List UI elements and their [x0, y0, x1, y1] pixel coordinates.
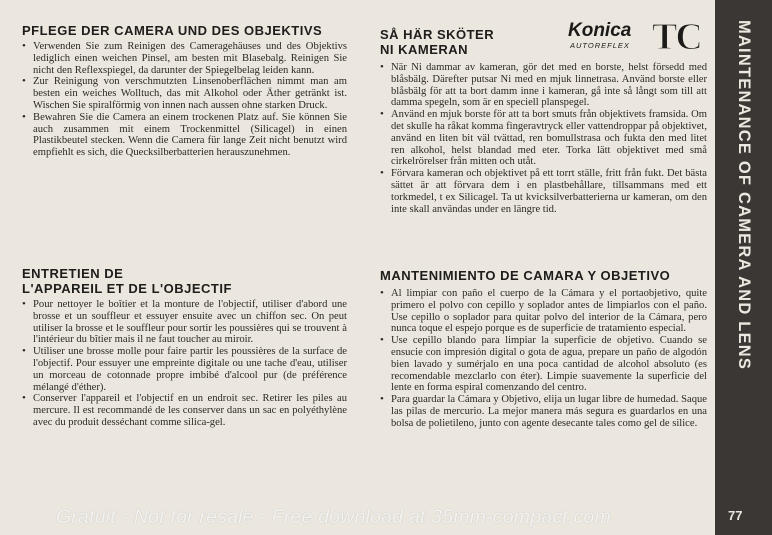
section-title-sv — [380, 27, 494, 57]
logo-model: TC — [652, 16, 701, 56]
list-item: • Bewahren Sie die Camera an einem trockenen Platz auf. Sie können Sie auch zusammen mit einem Trockenmittel (Silicagel) in einen Plastikbeutel stecken. Wenn die Camera für lange Zeit nicht benutzt wird empfiehlt es sich, die Quecksilberbatterien herauszunehmen. — [22, 112, 347, 159]
logo-sub: AUTOREFLEX — [570, 41, 630, 50]
title-line: NI KAMERAN — [380, 42, 469, 57]
list-sv — [380, 62, 707, 215]
section-title-fr — [22, 266, 232, 296]
title-line: ENTRETIEN DE — [22, 266, 124, 281]
list-item: • Use cepillo blando para limpiar la superficie de objetivo. Cuando se ensucie con impresión digital o gota de agua, prepare un paño de algodón bien lavado y sumérjalo en una poca cantidad de alcohol absoluto (es recomendable mezclarlo con éter). Limpie suavemente la superficie del lente en forma espiral comenzando del centro. — [380, 335, 707, 394]
konica-tc-logo — [568, 16, 708, 56]
title-line: MANTENIMIENTO DE CAMARA Y OBJETIVO — [380, 268, 671, 283]
list-item: • Al limpiar con paño el cuerpo de la Cámara y el portaobjetivo, quite primero el polvo con cepillo y soplador antes de limpiarlos con el paño. Use cepillo o soplador para quitar polvo del interior de la Cámara, pero nunca toque el espejo porque es de superficie de tratamiento especial. — [380, 288, 707, 335]
section-title-de — [22, 23, 322, 38]
list-es — [380, 288, 707, 430]
list-item: • Conserver l'appareil et l'objectif en un endroit sec. Retirer les piles au mercure. Il est recommandé de les conserver dans un sac en polyéthylène avec du produit desséchant comme silica-gel. — [22, 393, 347, 428]
title-line: PFLEGE DER CAMERA UND DES OBJEKTIVS — [22, 23, 323, 38]
section-title-es — [380, 268, 670, 283]
list-item: • När Ni dammar av kameran, gör det med en borste, helst försedd med blåsbälg. Därefter putsar Ni med en mjuk linnetrasa. Använd borste eller blåsbälg för att ta bort damm inne i kameran, gå inte så långt som till att damma spegeln, som är en speciell planspegel. — [380, 62, 707, 109]
list-item: • Zur Reinigung von verschmutzten Linsenoberflächen nimmt man am besten ein weiches Wolltuch, das mit Alkohol oder Äther getränkt ist. Wischen Sie spiralförmig von innen nach aussen ohne starken Druck. — [22, 76, 347, 111]
page-number: 77 — [728, 508, 743, 523]
title-line: L'APPAREIL ET DE L'OBJECTIF — [22, 281, 232, 296]
title-line: SÅ HÄR SKÖTER — [380, 27, 495, 42]
list-fr — [22, 299, 347, 429]
logo-brand: Konica — [568, 20, 632, 41]
list-de — [22, 41, 347, 159]
side-title: MAINTENANCE OF CAMERA AND LENS — [735, 20, 753, 371]
list-item: • Använd en mjuk borste för att ta bort smuts från objektivets framsida. Om det skulle ha råkat komma fingeravtryck eller vattendroppar på objektivet, använd en liten bit väl tvättad, ren bomullstrasa och fukta den med litet ren alkohol, helst blandad med eter. Torka lätt objektivet med små cirkelrörelser från mitten och utåt. — [380, 109, 707, 168]
list-item: • Utiliser une brosse molle pour faire partir les poussières de la surface de l'objectif. Pour essuyer une empreinte digitale ou une tache d'eau, utiliser un morceau de cotonnade propre imbibé d'alcool pur (de préférence mélangé d'éther). — [22, 346, 347, 393]
watermark: Gratuit - Not for resale - Free download at 35mm-compact.com — [56, 506, 611, 528]
list-item: • Förvara kameran och objektivet på ett torrt ställe, fritt från fukt. Det bästa sättet är att förvara dem i en plastbehållare, tillsammans med ett torkmedel, t ex Silicagel. Ta ut kvicksilverbatterierna ur kameran, om den inte skall användas under en längre tid. — [380, 168, 707, 215]
list-item: • Para guardar la Cámara y Objetivo, elija un lugar libre de humedad. Saque las pilas de mercurio. La mejor manera más segura es guardarlos en una bolsa de polietileno, junto con agente desecante tales como gel de silice. — [380, 394, 707, 429]
list-item: • Pour nettoyer le boîtier et la monture de l'objectif, utiliser d'abord une brosse et un souffleur et essuyer ensuite avec un chiffon sec. On peut utiliser la brosse et le souffleur pour sortir les poussières qui se trouvent à l'intérieur du bîtier mais il ne faut toucher au miroir. — [22, 299, 347, 346]
list-item: • Verwenden Sie zum Reinigen des Cameragehäuses und des Objektivs lediglich einen weichen Pinsel, am besten mit Blasebalg. Reinigen Sie nicht den Reflexspiegel, da darunter der Spiegelbelag leiden kann. — [22, 41, 347, 76]
